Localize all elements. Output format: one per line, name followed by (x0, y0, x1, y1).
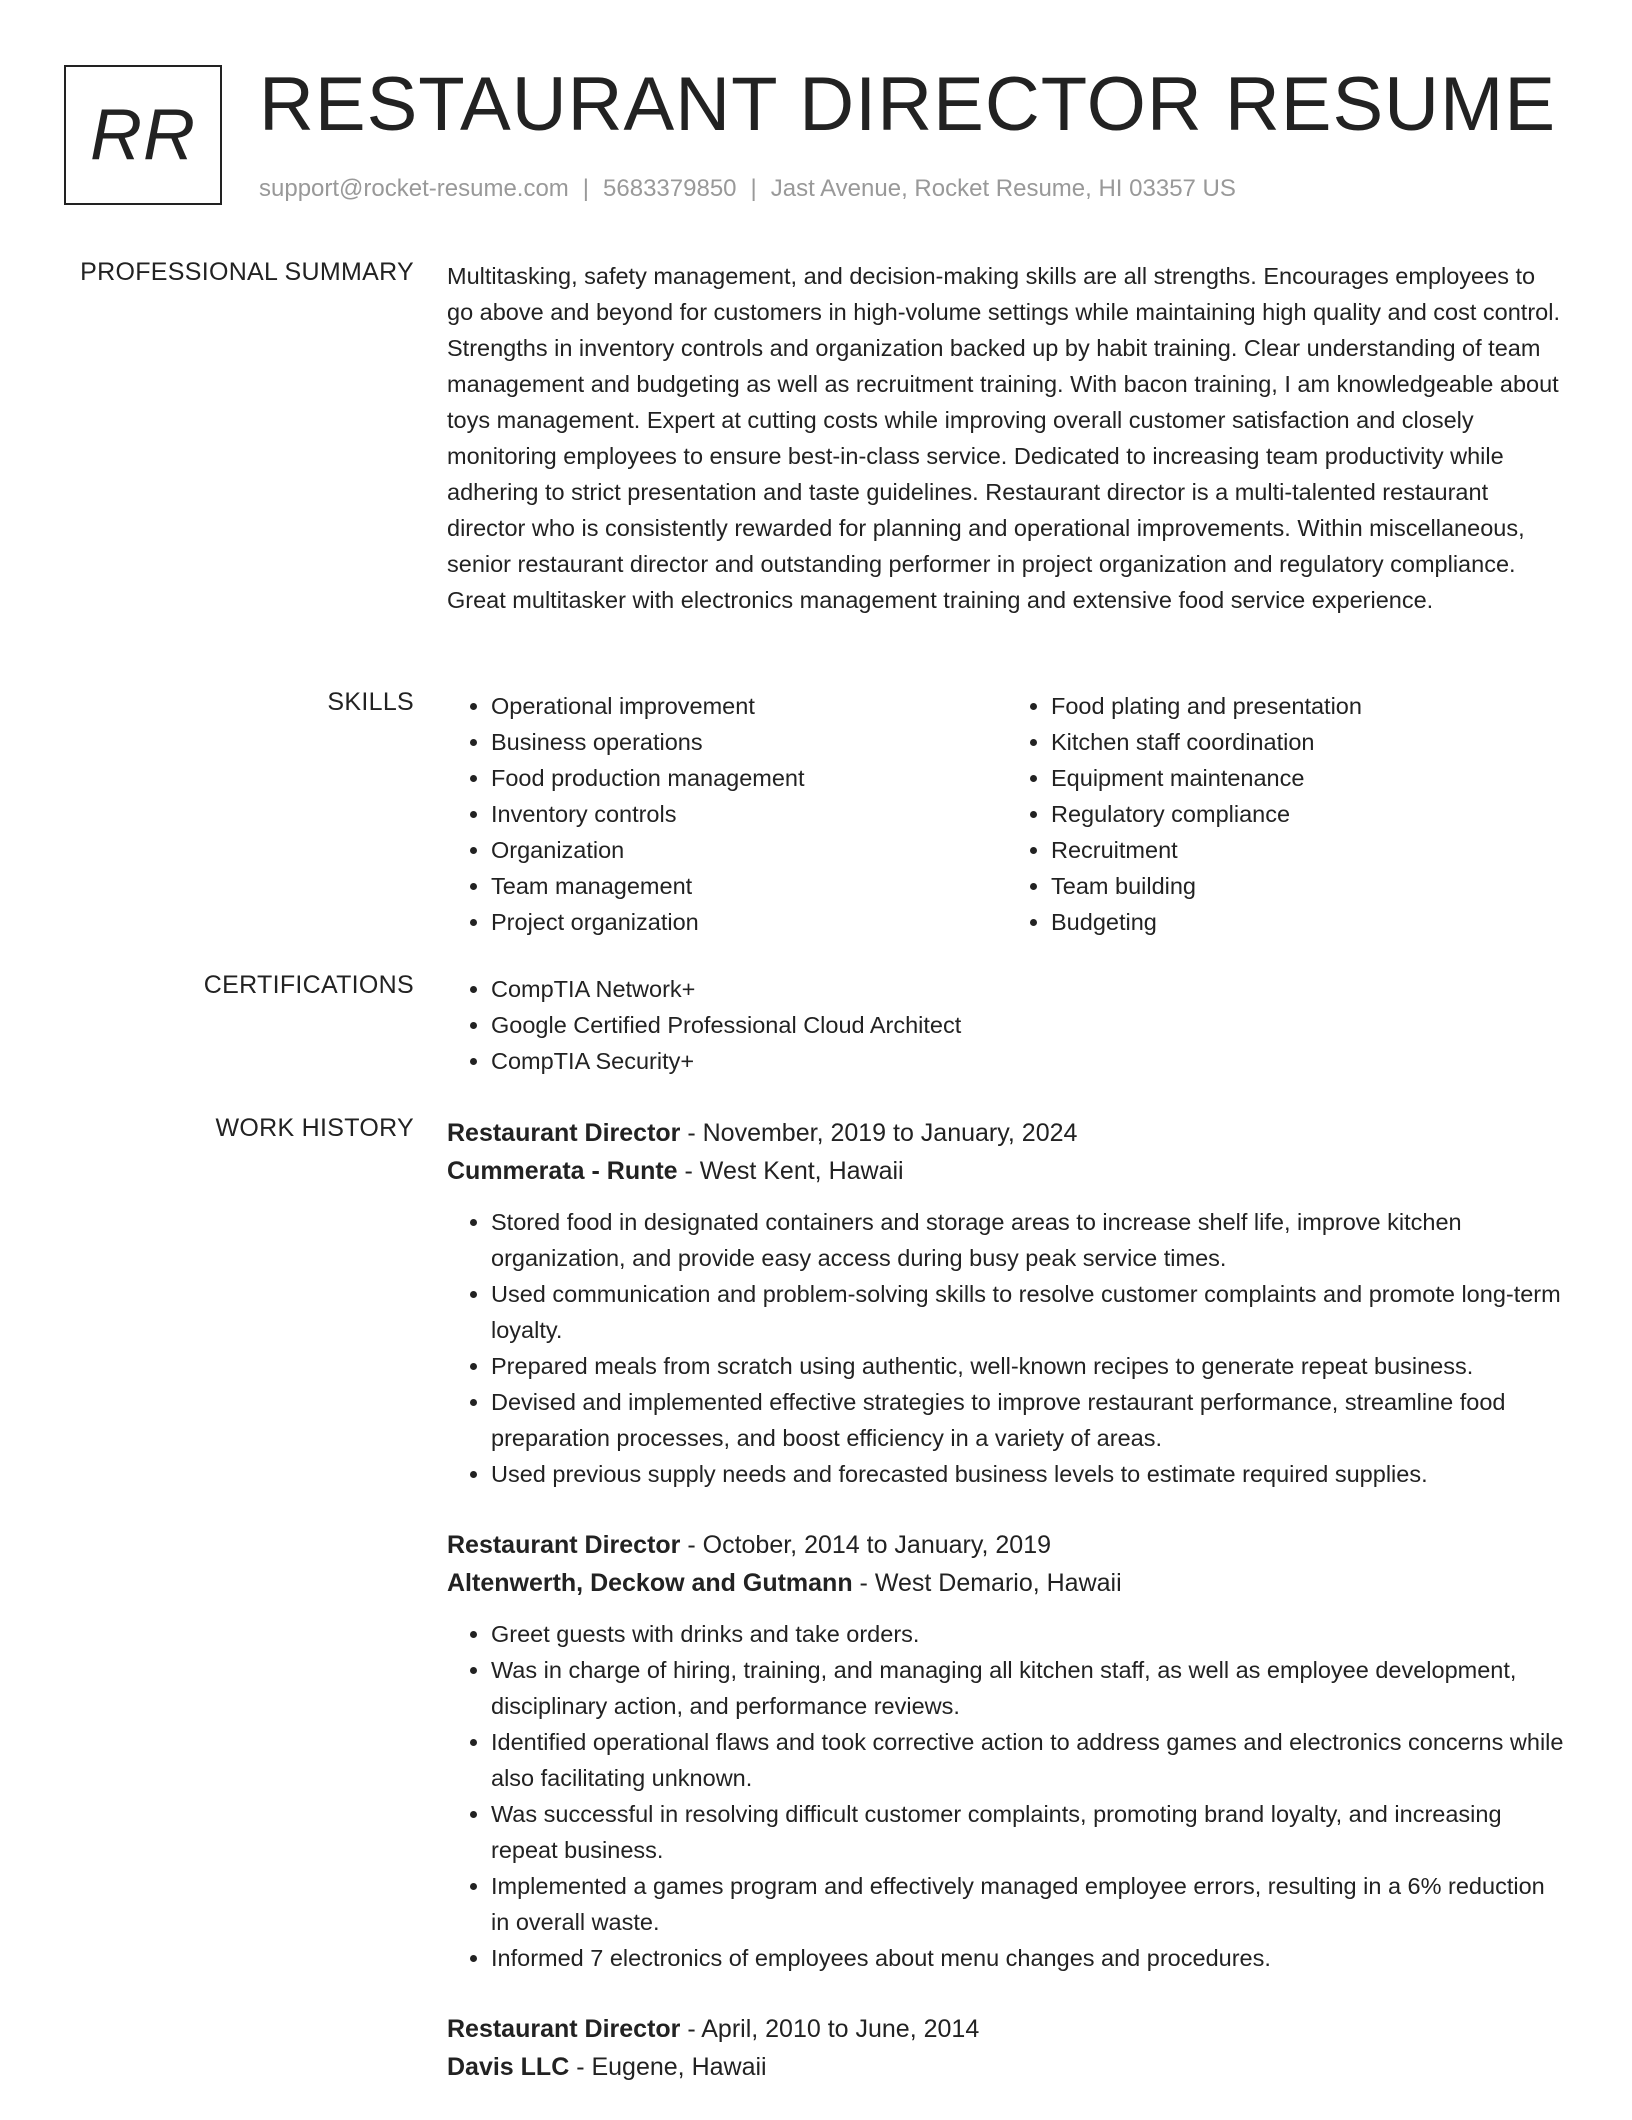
job-bullets (447, 1204, 1567, 1492)
certification-item: • CompTIA Security+ (491, 1043, 1567, 1079)
skill-item: • Recruitment (1051, 832, 1567, 868)
job-title: Restaurant Director (447, 1119, 681, 1147)
work-history-heading: WORK HISTORY (215, 1114, 414, 1142)
job-dates: - October, 2014 to January, 2019 (680, 1531, 1052, 1559)
job-company-line (447, 1564, 1567, 1602)
contact-separator: | (750, 175, 757, 202)
skill-item: • Budgeting (1051, 904, 1567, 940)
certification-item: • CompTIA Network+ (491, 971, 1567, 1007)
skills-column-2 (1007, 688, 1567, 940)
job-bullet: • Used communication and problem-solving skills to resolve customer complaints and promote long-term loyalty. (491, 1276, 1567, 1348)
summary-content (447, 258, 1567, 618)
job-location: - Eugene, Hawaii (569, 2053, 767, 2081)
skills-heading: SKILLS (327, 688, 414, 716)
certifications-list (447, 971, 1567, 1079)
monogram-logo: RR (64, 65, 222, 205)
job-bullet: • Greet guests with drinks and take orders. (491, 1616, 1567, 1652)
job-entry (447, 1526, 1567, 1976)
skill-item: • Team building (1051, 868, 1567, 904)
job-location: - West Kent, Hawaii (677, 1157, 904, 1185)
skill-item: • Team management (491, 868, 1007, 904)
contact-separator: | (582, 175, 590, 202)
skill-item: • Inventory controls (491, 796, 1007, 832)
skill-item: • Business operations (491, 724, 1007, 760)
contact-address: Jast Avenue, Rocket Resume, HI 03357 US (770, 175, 1236, 202)
job-company: Davis LLC (447, 2053, 570, 2081)
job-bullet: • Stored food in designated containers and storage areas to increase shelf life, improve kitchen organization, and provide easy access during busy peak service times. (491, 1204, 1567, 1276)
job-entry (447, 2010, 1567, 2086)
skill-item: • Equipment maintenance (1051, 760, 1567, 796)
skill-item: • Operational improvement (491, 688, 1007, 724)
job-title-line (447, 1526, 1567, 1564)
job-title-line (447, 1114, 1567, 1152)
resume-title: RESTAURANT DIRECTOR RESUME (259, 62, 1557, 147)
work-history-content (447, 1114, 1567, 2120)
skill-item: • Project organization (491, 904, 1007, 940)
skills-column-1 (447, 688, 1007, 940)
job-bullet: • Was in charge of hiring, training, and managing all kitchen staff, as well as employee development, disciplinary action, and performance reviews. (491, 1652, 1567, 1724)
contact-email: support@rocket-resume.com (259, 175, 569, 202)
job-bullet: • Was successful in resolving difficult customer complaints, promoting brand loyalty, and increasing repeat business. (491, 1796, 1567, 1868)
certifications-content (447, 971, 1567, 1079)
skills-content (447, 688, 1567, 940)
skill-item: • Organization (491, 832, 1007, 868)
job-bullets (447, 1616, 1567, 1976)
job-dates: - April, 2010 to June, 2014 (680, 2015, 980, 2043)
job-title: Restaurant Director (447, 1531, 681, 1559)
job-title: Restaurant Director (447, 2015, 681, 2043)
summary-heading: PROFESSIONAL SUMMARY (80, 258, 414, 286)
resume-header (64, 62, 1592, 215)
job-location: - West Demario, Hawaii (852, 1569, 1122, 1597)
job-bullet: • Devised and implemented effective strategies to improve restaurant performance, streamline food preparation processes, and boost efficiency in a variety of areas. (491, 1384, 1567, 1456)
job-bullet: • Informed 7 electronics of employees about menu changes and procedures. (491, 1940, 1567, 1976)
job-entry (447, 1114, 1567, 1492)
skill-item: • Kitchen staff coordination (1051, 724, 1567, 760)
contact-line (259, 175, 1236, 203)
job-bullet: • Identified operational flaws and took corrective action to address games and electronics concerns while also facilitating unknown. (491, 1724, 1567, 1796)
job-company-line (447, 2048, 1567, 2086)
job-company-line (447, 1152, 1567, 1190)
skill-item: • Food plating and presentation (1051, 688, 1567, 724)
job-company: Altenwerth, Deckow and Gutmann (447, 1569, 853, 1597)
job-bullet: • Implemented a games program and effectively managed employee errors, resulting in a 6% reduction in overall waste. (491, 1868, 1567, 1940)
skill-item: • Regulatory compliance (1051, 796, 1567, 832)
contact-phone: 5683379850 (603, 175, 737, 202)
job-bullet: • Used previous supply needs and forecasted business levels to estimate required supplies. (491, 1456, 1567, 1492)
summary-text: Multitasking, safety management, and decision-making skills are all strengths. Encourages employees to go above and beyond for customers in high-volume settings while maintaining high quality and cost control. Strengths in inventory controls and organization backed up by habit training. Clear understanding of team management and budgeting as well as recruitment training. With bacon training, I am knowledgeable about toys management. Expert at cutting costs while improving overall customer satisfaction and closely monitoring employees to ensure best-in-class service. Dedicated to increasing team productivity while adhering to strict presentation and taste guidelines. Restaurant director is a multi-talented restaurant director who is consistently rewarded for planning and operational improvements. Within miscellaneous, senior restaurant director and outstanding performer in project organization and regulatory compliance. Great multitasker with electronics management training and extensive food service experience. (447, 263, 1560, 613)
job-bullet: • Prepared meals from scratch using authentic, well-known recipes to generate repeat business. (491, 1348, 1567, 1384)
certifications-heading: CERTIFICATIONS (203, 971, 414, 999)
job-title-line (447, 2010, 1567, 2048)
job-dates: - November, 2019 to January, 2024 (680, 1119, 1078, 1147)
job-company: Cummerata - Runte (447, 1157, 678, 1185)
certification-item: • Google Certified Professional Cloud Architect (491, 1007, 1567, 1043)
skill-item: • Food production management (491, 760, 1007, 796)
